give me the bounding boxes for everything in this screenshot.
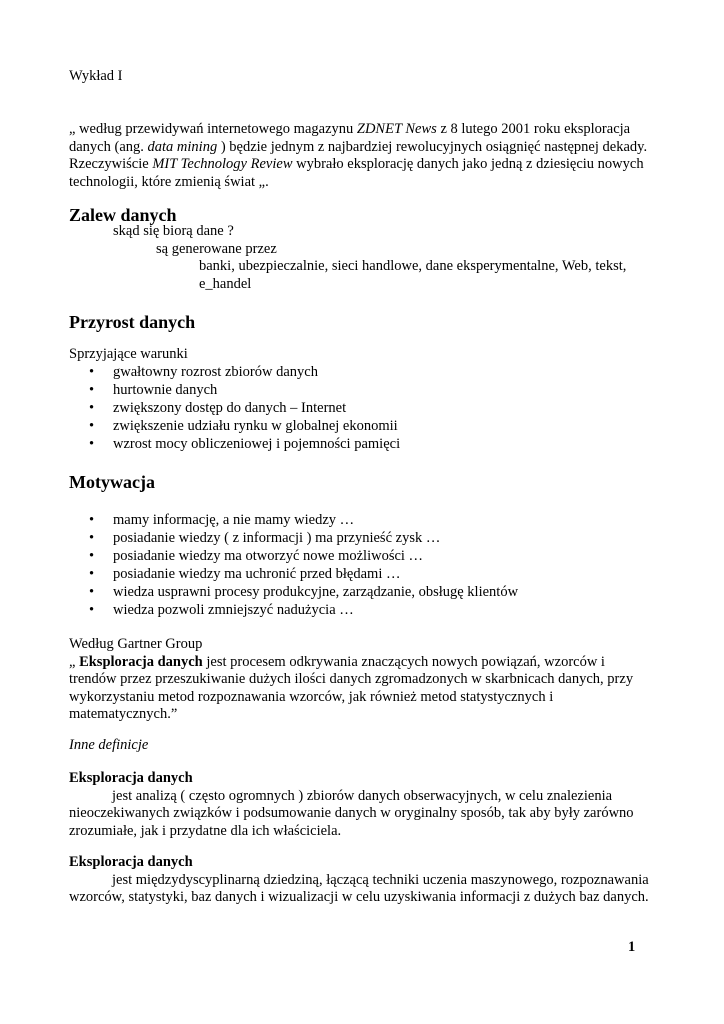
quote-text: Rzeczywiście	[69, 156, 153, 172]
gartner-line: matematycznych.”	[69, 706, 178, 722]
list-item	[69, 418, 659, 436]
list-item	[69, 584, 659, 602]
quote-text: danych (ang.	[69, 138, 148, 155]
definition-term	[69, 770, 659, 788]
gartner-text: jest procesem odkrywania znaczących nowych powiązań, wzorców i	[202, 653, 605, 670]
list-item-text: wiedza usprawni procesy produkcyjne, zarządzanie, obsługę klientów	[113, 584, 519, 600]
list-item	[69, 530, 659, 548]
intro-quote	[69, 121, 659, 191]
quote-line	[69, 139, 659, 157]
generated-line: są generowane przez	[156, 240, 277, 257]
conditions-list	[69, 364, 659, 454]
list-item	[69, 364, 659, 382]
list-item-text: zwiększony dostęp do danych – Internet	[113, 400, 347, 416]
definition-2	[69, 854, 659, 907]
bullet-icon: •	[89, 418, 95, 434]
gartner-line	[69, 654, 659, 672]
bullet-icon: •	[89, 436, 95, 452]
definition-line: zrozumiałe, jak i przydatne dla ich właściciela.	[69, 822, 342, 839]
gartner-term: Eksploracja danych	[79, 653, 203, 670]
definition-line: nieoczekiwanych związków i podsumowanie danych w oryginalny sposób, tak aby były zarówno	[69, 805, 634, 821]
gartner-line: wykorzystaniu metod rozpoznawania wzorców, jak również metod statystycznych i	[69, 688, 554, 705]
bullet-icon: •	[89, 584, 95, 600]
list-item-text: posiadanie wiedzy ( z informacji ) ma przynieść zysk …	[113, 530, 441, 546]
list-item	[69, 548, 659, 566]
quote-line	[69, 121, 659, 139]
sources-line: banki, ubezpieczalnie, sieci handlowe, dane eksperymentalne, Web, tekst,	[199, 258, 627, 274]
bullet-icon: •	[89, 530, 95, 546]
quote-text: wybrało eksplorację danych jako jedną z dziesięciu nowych	[292, 156, 644, 172]
definition-1	[69, 770, 659, 840]
gartner-text: „	[69, 653, 80, 670]
bullet-icon: •	[89, 512, 95, 528]
question-line: skąd się biorą dane ?	[113, 223, 234, 239]
list-item	[69, 602, 659, 620]
quote-text: ) będzie jednym z najbardziej rewolucyjnych osiągnięć następnej dekady.	[217, 138, 648, 155]
definition-line: jest analizą ( często ogromnych ) zbiorów danych obserwacyjnych, w celu znalezienia	[112, 787, 613, 804]
bullet-icon: •	[89, 602, 95, 618]
other-definitions-label	[69, 737, 659, 755]
sources-line: e_handel	[199, 275, 252, 292]
page-number: 1	[628, 939, 636, 955]
bullet-icon: •	[89, 400, 95, 416]
lecture-title: Wykład I	[69, 68, 123, 84]
section-heading-zalew: Zalew danych	[69, 205, 177, 225]
section-zalew-body	[69, 223, 659, 293]
bullet-icon: •	[89, 548, 95, 564]
quote-emphasis: data mining	[147, 138, 218, 155]
quote-line: technologii, które zmienią świat „.	[69, 173, 269, 190]
gartner-line: trendów przez przeszukiwanie dużych ilości danych zgromadzonych w skarbnicach danych, przy	[69, 671, 634, 687]
list-item-text: posiadanie wiedzy ma uchronić przed błędami …	[113, 566, 401, 582]
quote-emphasis: MIT Technology Review	[152, 156, 293, 172]
bullet-icon: •	[89, 382, 95, 398]
quote-emphasis: ZDNET News	[356, 121, 437, 137]
list-item-text: posiadanie wiedzy ma otworzyć nowe możliwości …	[113, 548, 424, 564]
list-item	[69, 400, 659, 418]
list-item-text: mamy informację, a nie mamy wiedzy …	[113, 512, 355, 528]
section-heading-motywacja: Motywacja	[69, 472, 155, 492]
list-item	[69, 512, 659, 530]
definition-line: jest międzydyscyplinarną dziedziną, łączącą techniki uczenia maszynowego, rozpoznawania	[112, 871, 649, 888]
list-item	[69, 566, 659, 584]
definition-line: wzorców, statystyki, baz danych i wizualizacji w celu uzyskiwania informacji z dużych baz danych.	[69, 889, 649, 905]
quote-text: „ według przewidywań internetowego magazynu	[69, 121, 357, 137]
list-item-text: wiedza pozwoli zmniejszyć nadużycia …	[113, 602, 354, 618]
motivation-list	[69, 512, 659, 620]
list-item-text: gwałtowny rozrost zbiorów danych	[113, 364, 318, 380]
conditions-intro: Sprzyjające warunki	[69, 346, 188, 362]
list-item	[69, 382, 659, 400]
quote-text: z 8 lutego 2001 roku eksploracja	[436, 121, 631, 137]
gartner-definition	[69, 636, 659, 724]
list-item-text: wzrost mocy obliczeniowej i pojemności pamięci	[113, 436, 401, 452]
other-definitions-text: Inne definicje	[69, 737, 149, 753]
section-heading-przyrost: Przyrost danych	[69, 312, 196, 332]
list-item	[69, 436, 659, 454]
gartner-source: Według Gartner Group	[69, 636, 203, 652]
definition-term-text: Eksploracja danych	[69, 854, 193, 870]
quote-line	[69, 156, 659, 174]
list-item-text: hurtownie danych	[113, 382, 218, 398]
definition-term	[69, 854, 659, 872]
bullet-icon: •	[89, 364, 95, 380]
bullet-icon: •	[89, 566, 95, 582]
definition-term-text: Eksploracja danych	[69, 770, 193, 786]
list-item-text: zwiększenie udziału rynku w globalnej ekonomii	[113, 418, 398, 434]
